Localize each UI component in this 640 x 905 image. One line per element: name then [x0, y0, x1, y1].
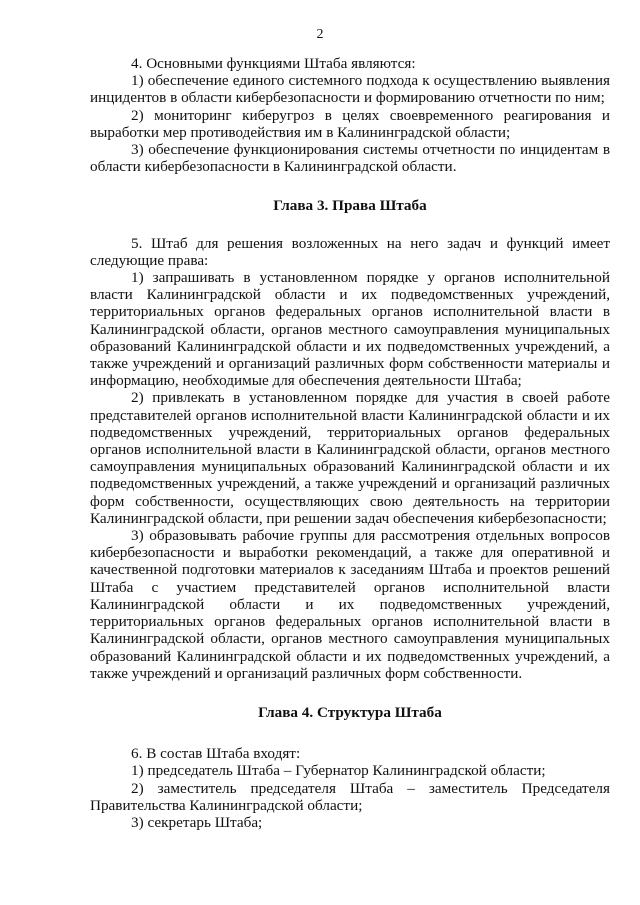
document-body [90, 55, 610, 831]
section4-intro: 4. Основными функциями Штаба являются: [131, 55, 416, 72]
chapter4-title: Глава 4. Структура Штаба [258, 703, 442, 721]
chapter4-intro: 6. В состав Штаба входят: [131, 745, 301, 763]
right-item-1: 1) запрашивать в установленном порядке у органов исполнительной власти Калининградской области и их подведомственных учреждений, территориальных органов федеральных органов исполнительной власти в Калининградской области, органов местного самоуправления муниципальных образований Калининградской области и их подведомственных учреждений, а также учреждений и организаций различных форм собственности материалы и информацию, необходимые для обеспечения деятельности Штаба; [90, 269, 610, 390]
chapter3-intro: 5. Штаб для решения возложенных на него задач и функций имеет следующие права: [90, 234, 610, 269]
function-item-3: 3) обеспечение функционирования системы отчетности по инцидентам в области кибербезопасности в Калининградской области. [90, 141, 610, 176]
function-item-1: 1) обеспечение единого системного подхода к осуществлению выявления инцидентов в области кибербезопасности и формированию отчетности по ним; [90, 72, 610, 107]
member-item-1: 1) председатель Штаба – Губернатор Калининградской области; [131, 762, 546, 780]
page-number: 2 [316, 27, 324, 42]
function-item-2: 2) мониторинг киберугроз в целях своевременного реагирования и выработки мер противодействия им в Калининградской области; [90, 106, 610, 141]
member-item-3: 3) секретарь Штаба; [131, 813, 263, 831]
chapter3-title: Глава 3. Права Штаба [273, 197, 427, 215]
right-item-3: 3) образовывать рабочие группы для рассмотрения отдельных вопросов кибербезопасности и выработки рекомендаций, а также для оперативной и качественной подготовки материалов к заседаниям Штаба и проектов решений Штаба с участием представителей органов исполнительной власти Калининградской области и их подведомственных учреждений, территориальных органов федеральных органов исполнительной власти в Калининградской области, органов местного самоуправления муниципальных образований Калининградской области и их подведомственных учреждений, а также учреждений и организаций различных форм собственности. [90, 527, 610, 682]
member-item-2: 2) заместитель председателя Штаба – заместитель Председателя Правительства Калининградской области; [90, 779, 610, 814]
right-item-2: 2) привлекать в установленном порядке для участия в своей работе представителей органов исполнительной власти Калининградской области и их подведомственных учреждений, территориальных органов федеральных органов исполнительной власти в Калининградской области, органов местного самоуправления муниципальных образований Калининградской области и их подведомственных учреждений, а также учреждений и организаций различных форм собственности, осуществляющих свою деятельность на территории Калининградской области, при решении задач обеспечения кибербезопасности; [90, 389, 610, 527]
